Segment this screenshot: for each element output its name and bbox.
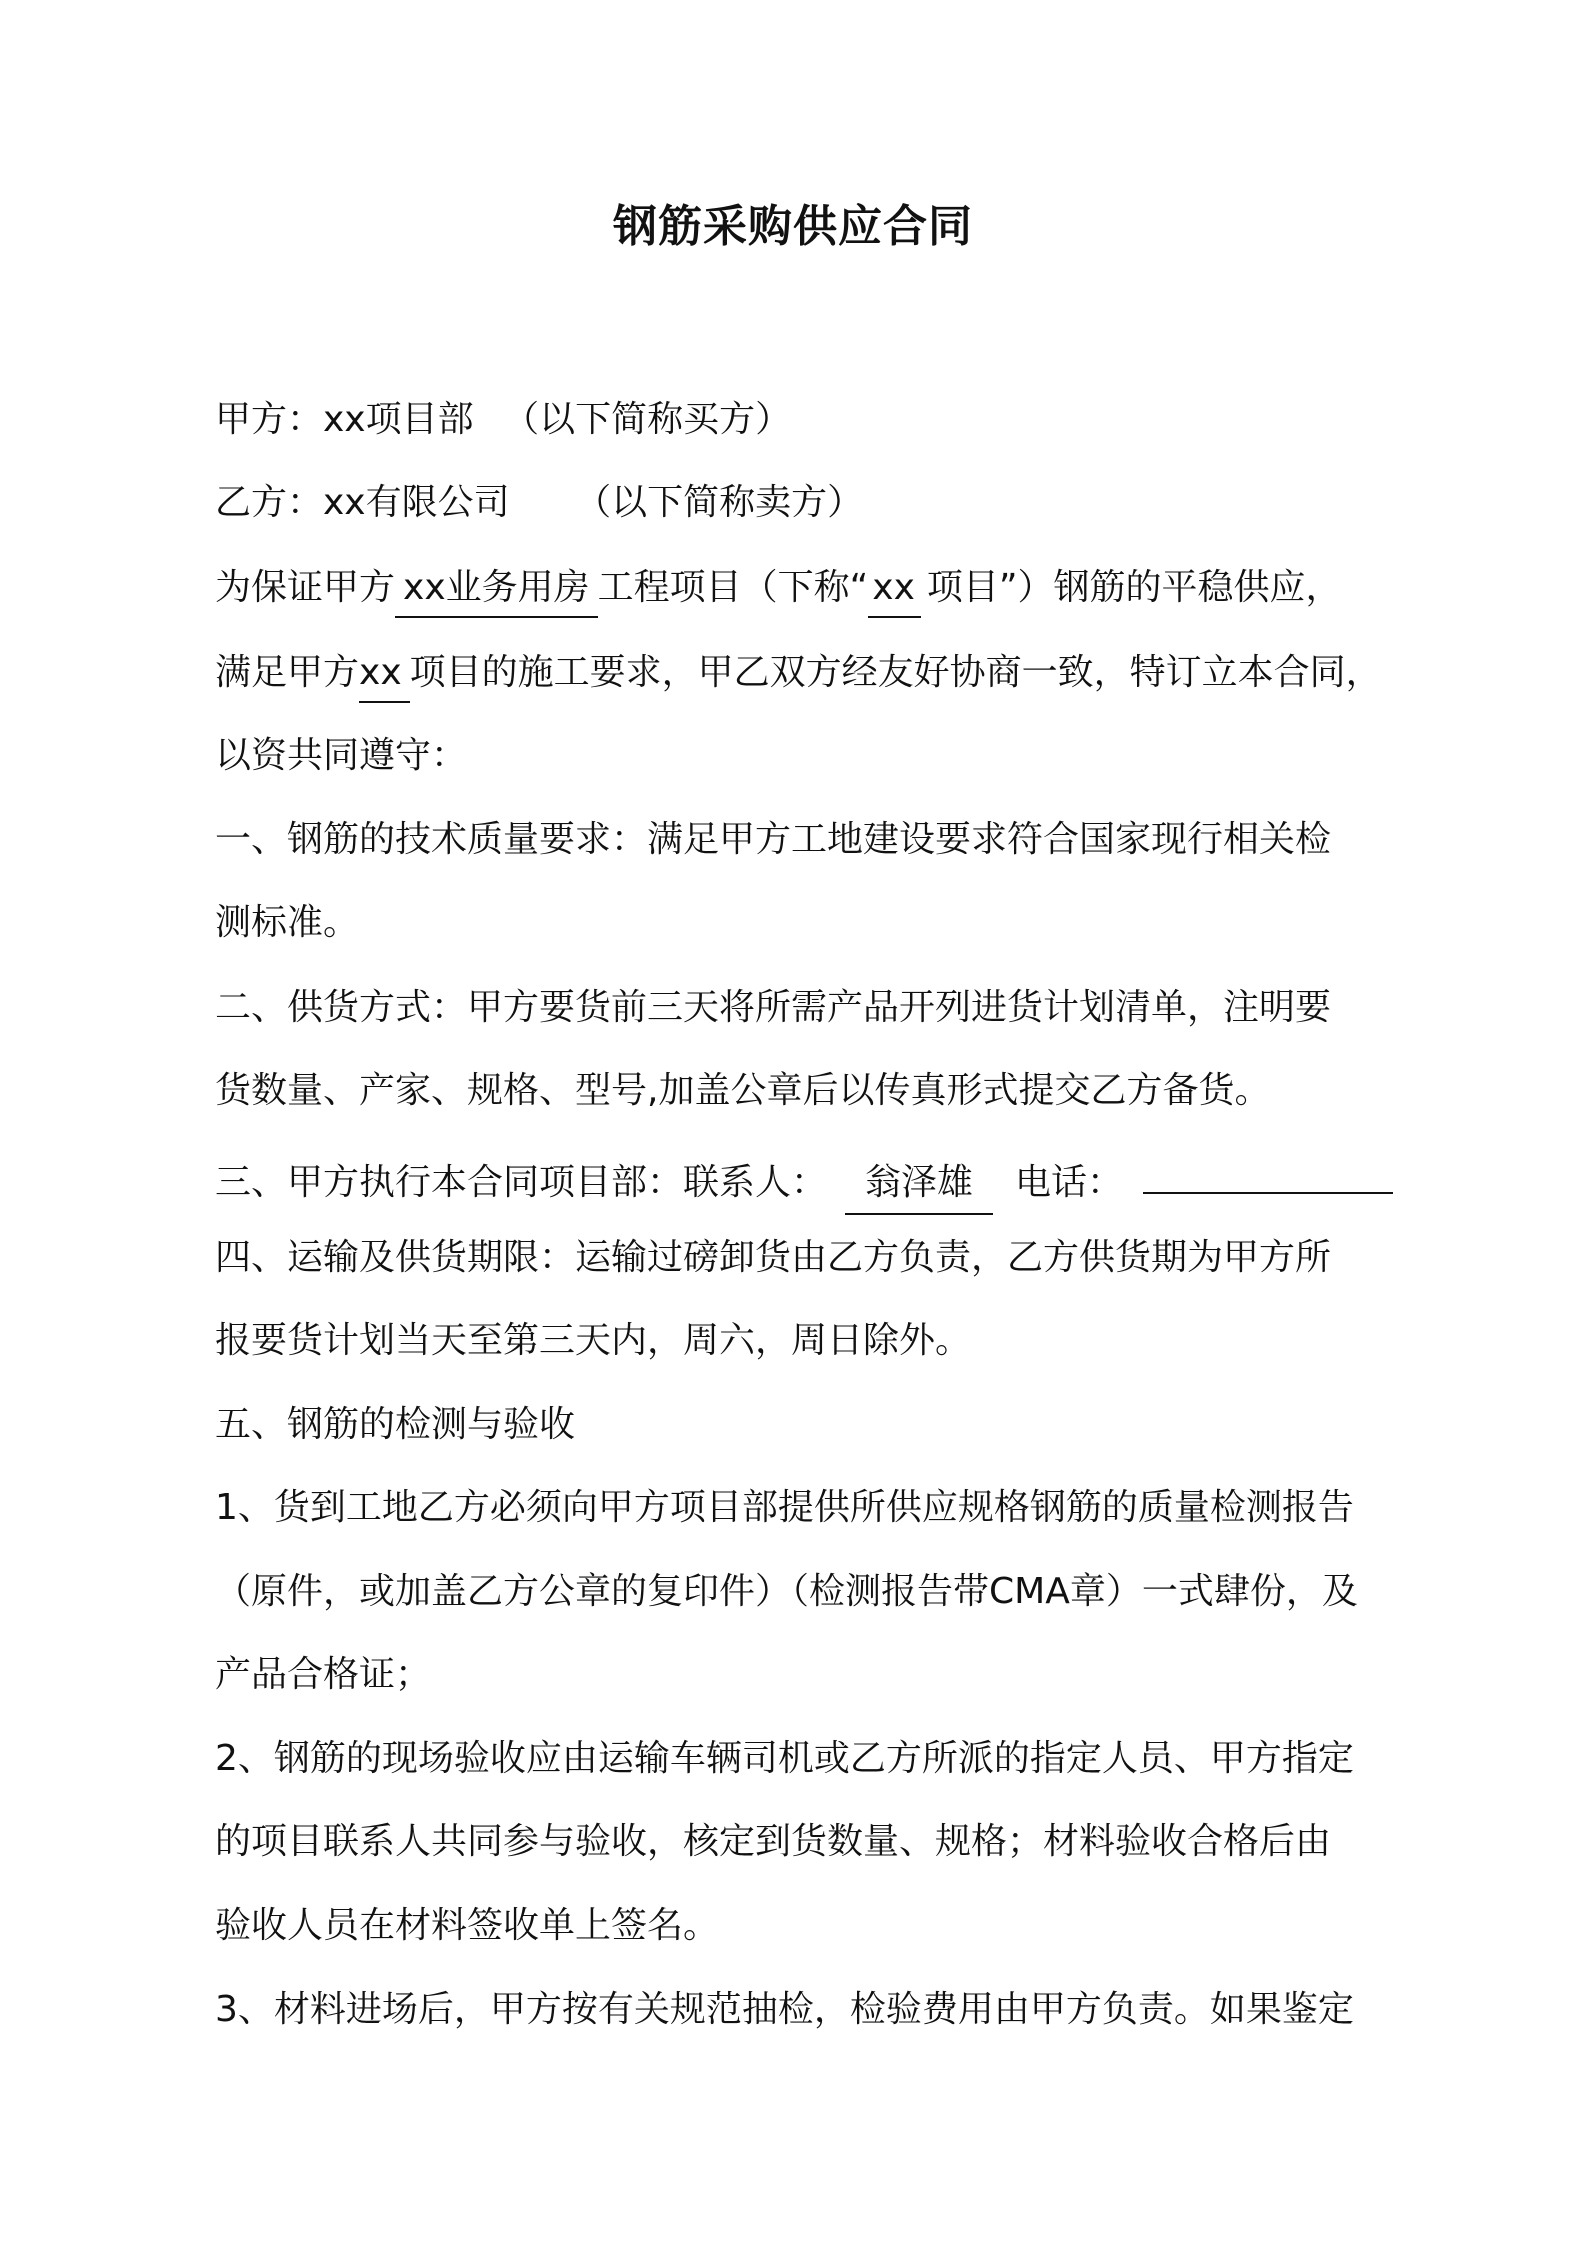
intro-text: 项目”）钢筋的平稳供应， (926, 567, 1342, 608)
project-short-underlined: xx (359, 655, 410, 703)
section-4-line-2: 报要货计划当天至第三天内，周六，周日除外。 (215, 1320, 972, 1361)
section-4-line-1: 四、运输及供货期限：运输过磅卸货由乙方负责，乙方供货期为甲方所 (215, 1237, 1332, 1278)
project-short-underlined: xx (868, 570, 921, 618)
intro-line-1 (215, 567, 1342, 618)
intro-text: 工程项目（下称“ (597, 567, 869, 608)
document-title: 钢筋采购供应合同 (613, 201, 973, 252)
intro-text: 为保证甲方 (215, 567, 396, 608)
section-2-line-2: 货数量、产家、规格、型号,加盖公章后以传真形式提交乙方备货。 (215, 1070, 1271, 1111)
section-5-item-3-line-1: 3、材料进场后，甲方按有关规范抽检，检验费用由甲方负责。如果鉴定 (215, 1989, 1354, 2030)
contact-name-underlined: 翁泽雄 (845, 1165, 993, 1215)
section-5-item-2-line-1: 2、钢筋的现场验收应由运输车辆司机或乙方所派的指定人员、甲方指定 (215, 1738, 1354, 1779)
intro-text: 项目的施工要求，甲乙双方经友好协商一致，特订立本合同， (409, 652, 1382, 693)
phone-blank (1143, 1156, 1393, 1194)
section-5-item-2-line-3: 验收人员在材料签收单上签名。 (215, 1905, 720, 1946)
section-3-prefix: 三、甲方执行本合同项目部：联系人： (215, 1162, 828, 1203)
party-a-label: 甲方：xx项目部 (215, 399, 474, 440)
intro-line-3: 以资共同遵守： (215, 735, 468, 776)
section-5-item-1-line-1: 1、货到工地乙方必须向甲方项目部提供所供应规格钢筋的质量检测报告 (215, 1487, 1354, 1528)
project-name-underlined: xx业务用房 (395, 570, 598, 618)
phone-label: 电话： (1015, 1162, 1124, 1203)
section-5-item-1-line-2: （原件，或加盖乙方公章的复印件）（检测报告带CMA章）一式肆份，及 (215, 1571, 1358, 1612)
party-a-line (215, 399, 792, 440)
section-1-line-2: 测标准。 (215, 902, 360, 943)
section-5-item-1-line-3: 产品合格证； (215, 1654, 432, 1695)
section-5-heading: 五、钢筋的检测与验收 (215, 1404, 576, 1445)
section-3-line (215, 1156, 1393, 1215)
party-b-line (215, 482, 864, 523)
party-b-note: （以下简称卖方） (575, 482, 864, 523)
section-2-line-1: 二、供货方式：甲方要货前三天将所需产品开列进货计划清单，注明要 (215, 987, 1332, 1028)
section-5-item-2-line-2: 的项目联系人共同参与验收，核定到货数量、规格；材料验收合格后由 (215, 1821, 1332, 1862)
party-b-label: 乙方：xx有限公司 (215, 482, 510, 523)
party-a-note: （以下简称买方） (503, 399, 792, 440)
intro-text: 满足甲方 (215, 652, 360, 693)
section-1-line-1: 一、钢筋的技术质量要求：满足甲方工地建设要求符合国家现行相关检 (215, 819, 1332, 860)
intro-line-2 (215, 652, 1382, 703)
